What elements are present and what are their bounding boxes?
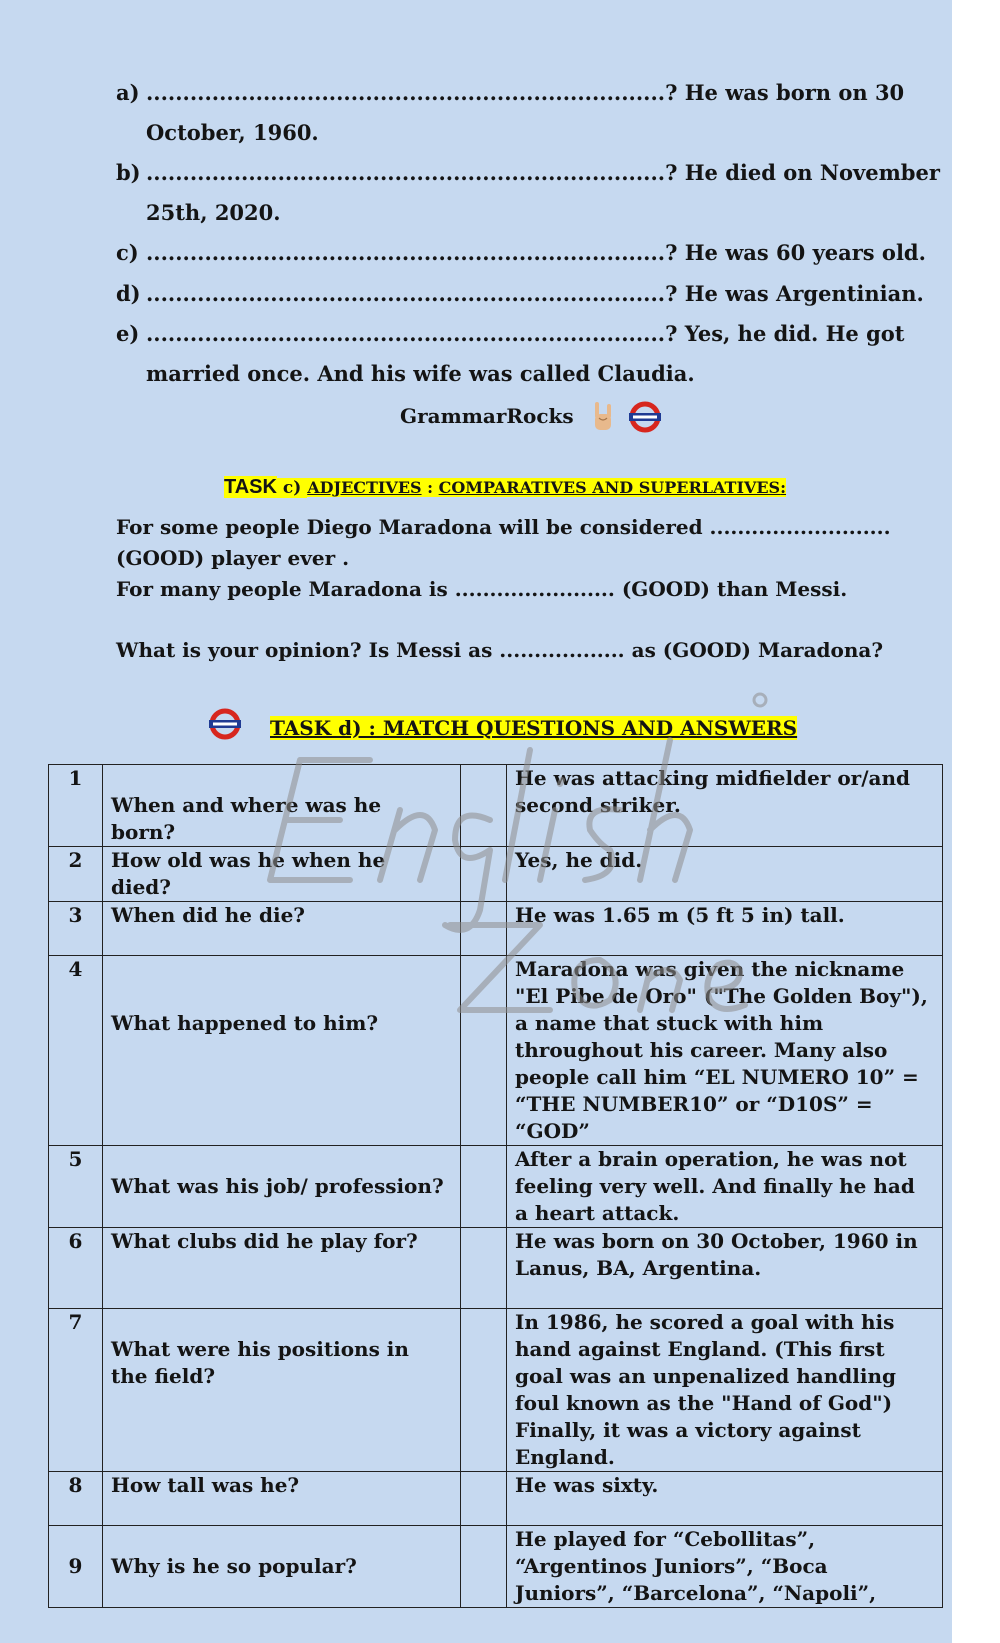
row-number: 7 <box>49 1309 103 1472</box>
answer-blank[interactable] <box>461 765 507 847</box>
row-number: 8 <box>49 1472 103 1526</box>
answer-blank[interactable] <box>461 956 507 1146</box>
row-number: 6 <box>49 1228 103 1309</box>
item-line-1: .......................................................................? He died on November <box>146 160 940 185</box>
item-letter: e) <box>116 321 140 346</box>
table-row <box>49 765 943 847</box>
task-c-line-2: (GOOD) player ever . <box>116 546 350 570</box>
item-letter: a) <box>116 80 140 105</box>
answer-blank[interactable] <box>461 1472 507 1526</box>
item-line-1: .......................................................................? Yes, he did. He got <box>146 321 905 346</box>
table-row <box>49 847 943 902</box>
row-number: 9 <box>49 1526 103 1608</box>
item-letter: b) <box>116 160 141 185</box>
question-cell: How old was he when he died? <box>103 847 461 902</box>
question-cell: What was his job/ profession? <box>103 1146 461 1228</box>
answer-cell: He was 1.65 m (5 ft 5 in) tall. <box>507 902 943 956</box>
table-row <box>49 956 943 1146</box>
question-cell: What were his positions in the field? <box>103 1309 461 1472</box>
item-line-2: 25th, 2020. <box>146 200 281 225</box>
item-line-2: married once. And his wife was called Claudia. <box>146 361 695 386</box>
answer-blank[interactable] <box>461 1526 507 1608</box>
task-letter: c) <box>282 478 302 498</box>
task-c-heading <box>224 476 786 499</box>
answer-blank[interactable] <box>461 902 507 956</box>
answer-cell: He was sixty. <box>507 1472 943 1526</box>
task-c-line-3: For many people Maradona is ....................... (GOOD) than Messi. <box>116 577 848 601</box>
comparatives-label: COMPARATIVES AND SUPERLATIVES <box>438 478 781 497</box>
item-line-2: October, 1960. <box>146 120 319 145</box>
colon: : <box>427 478 434 497</box>
item-line-1: .......................................................................? He was born on 30 <box>146 80 905 105</box>
adjectives-label: ADJECTIVES <box>307 478 422 497</box>
answer-cell: Maradona was given the nickname "El Pibe de Oro" ("The Golden Boy"), a name that stuck with him throughout his career. Many also people call him “EL NUMERO 10” = “THE NUMBER10” or “D10S” = “GOD” <box>507 956 943 1146</box>
answer-cell: He was born on 30 October, 1960 in Lanus, BA, Argentina. <box>507 1228 943 1309</box>
question-cell: How tall was he? <box>103 1472 461 1526</box>
question-cell: When did he die? <box>103 902 461 956</box>
answer-blank[interactable] <box>461 847 507 902</box>
table-row <box>49 1526 943 1608</box>
question-cell: What happened to him? <box>103 956 461 1146</box>
task-label: TASK <box>224 476 277 498</box>
table-row <box>49 1228 943 1309</box>
answer-cell: In 1986, he scored a goal with his hand against England. (This first goal was an unpenalized handling foul known as the "Hand of God") Finally, it was a victory against England. <box>507 1309 943 1472</box>
english-zone-roundel-icon <box>208 707 242 741</box>
task-d-heading-text: TASK d) : MATCH QUESTIONS AND ANSWERS <box>270 716 798 740</box>
item-line-1: .......................................................................? He was Argentinian. <box>146 281 924 306</box>
task-c-line-4: What is your opinion? Is Messi as .................. as (GOOD) Maradona? <box>116 638 884 662</box>
match-table <box>48 764 943 1608</box>
answer-cell: After a brain operation, he was not feeling very well. And finally he had a heart attack. <box>507 1146 943 1228</box>
table-row <box>49 902 943 956</box>
answer-blank[interactable] <box>461 1228 507 1309</box>
task-c-line-1: For some people Diego Maradona will be considered .......................... <box>116 515 891 539</box>
answer-cell: He was attacking midfielder or/and second striker. <box>507 765 943 847</box>
answer-cell: Yes, he did. <box>507 847 943 902</box>
table-row <box>49 1472 943 1526</box>
question-cell: When and where was he born? <box>103 765 461 847</box>
question-cell: What clubs did he play for? <box>103 1228 461 1309</box>
row-number: 5 <box>49 1146 103 1228</box>
answer-cell: He played for “Cebollitas”, “Argentinos Juniors”, “Boca Juniors”, “Barcelona”, “Napoli”, <box>507 1526 943 1608</box>
item-letter: c) <box>116 240 139 265</box>
row-number: 4 <box>49 956 103 1146</box>
row-number: 3 <box>49 902 103 956</box>
row-number: 2 <box>49 847 103 902</box>
item-letter: d) <box>116 281 141 306</box>
end-colon: : <box>780 478 787 497</box>
table-row <box>49 1309 943 1472</box>
brand-label: GrammarRocks <box>400 404 574 428</box>
english-zone-roundel-icon <box>628 400 662 434</box>
rock-hand-icon <box>592 400 614 432</box>
answer-blank[interactable] <box>461 1146 507 1228</box>
item-line-1: .......................................................................? He was 60 years old. <box>146 240 926 265</box>
answer-blank[interactable] <box>461 1309 507 1472</box>
table-row <box>49 1146 943 1228</box>
row-number: 1 <box>49 765 103 847</box>
question-cell: Why is he so popular? <box>103 1526 461 1608</box>
task-d-heading <box>270 716 797 740</box>
